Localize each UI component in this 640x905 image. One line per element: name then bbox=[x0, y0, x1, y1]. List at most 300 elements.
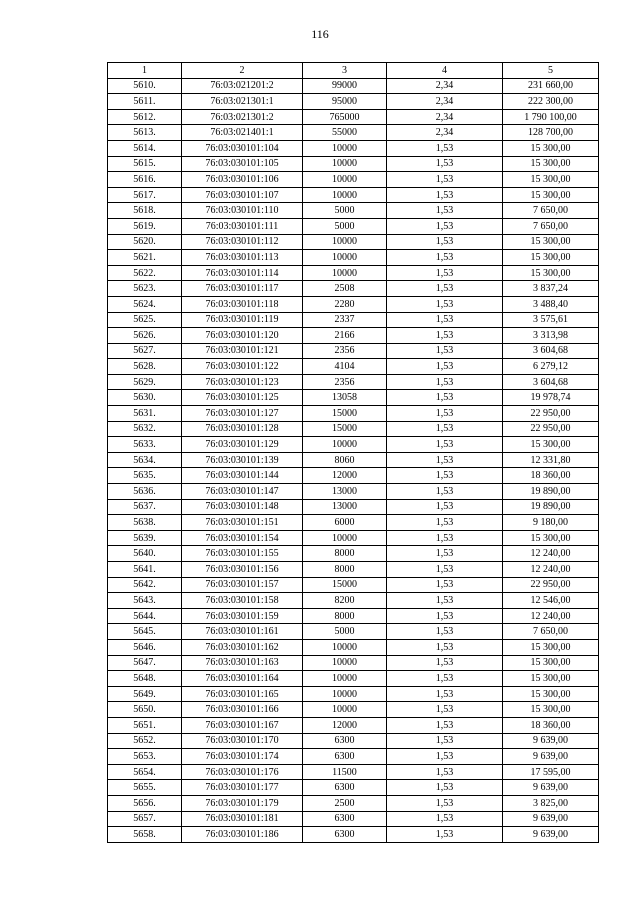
column-header-4: 4 bbox=[387, 63, 503, 79]
value-cell: 19 978,74 bbox=[503, 390, 599, 406]
area-cell: 10000 bbox=[303, 140, 387, 156]
area-cell: 10000 bbox=[303, 250, 387, 266]
rate-cell: 1,53 bbox=[387, 655, 503, 671]
row-index-cell: 5644. bbox=[108, 608, 182, 624]
value-cell: 15 300,00 bbox=[503, 250, 599, 266]
cadastral-number-cell: 76:03:030101:105 bbox=[182, 156, 303, 172]
row-index-cell: 5620. bbox=[108, 234, 182, 250]
rate-cell: 1,53 bbox=[387, 686, 503, 702]
rate-cell: 1,53 bbox=[387, 499, 503, 515]
rate-cell: 1,53 bbox=[387, 749, 503, 765]
row-index-cell: 5643. bbox=[108, 593, 182, 609]
rate-cell: 1,53 bbox=[387, 577, 503, 593]
value-cell: 15 300,00 bbox=[503, 437, 599, 453]
table-row bbox=[108, 125, 599, 141]
table-row bbox=[108, 281, 599, 297]
column-header-1: 1 bbox=[108, 63, 182, 79]
area-cell: 5000 bbox=[303, 624, 387, 640]
rate-cell: 2,34 bbox=[387, 125, 503, 141]
cadastral-number-cell: 76:03:030101:147 bbox=[182, 484, 303, 500]
row-index-cell: 5655. bbox=[108, 780, 182, 796]
rate-cell: 1,53 bbox=[387, 562, 503, 578]
rate-cell: 1,53 bbox=[387, 203, 503, 219]
rate-cell: 1,53 bbox=[387, 593, 503, 609]
area-cell: 10000 bbox=[303, 686, 387, 702]
value-cell: 3 313,98 bbox=[503, 328, 599, 344]
rate-cell: 1,53 bbox=[387, 374, 503, 390]
area-cell: 2356 bbox=[303, 374, 387, 390]
cadastral-table bbox=[107, 62, 599, 843]
value-cell: 9 639,00 bbox=[503, 749, 599, 765]
rate-cell: 1,53 bbox=[387, 639, 503, 655]
cadastral-number-cell: 76:03:030101:177 bbox=[182, 780, 303, 796]
value-cell: 3 488,40 bbox=[503, 296, 599, 312]
area-cell: 99000 bbox=[303, 78, 387, 94]
cadastral-number-cell: 76:03:030101:106 bbox=[182, 172, 303, 188]
row-index-cell: 5623. bbox=[108, 281, 182, 297]
cadastral-number-cell: 76:03:021301:1 bbox=[182, 94, 303, 110]
row-index-cell: 5611. bbox=[108, 94, 182, 110]
rate-cell: 1,53 bbox=[387, 218, 503, 234]
value-cell: 15 300,00 bbox=[503, 530, 599, 546]
rate-cell: 1,53 bbox=[387, 468, 503, 484]
row-index-cell: 5649. bbox=[108, 686, 182, 702]
rate-cell: 1,53 bbox=[387, 811, 503, 827]
area-cell: 10000 bbox=[303, 655, 387, 671]
value-cell: 12 240,00 bbox=[503, 546, 599, 562]
value-cell: 222 300,00 bbox=[503, 94, 599, 110]
rate-cell: 2,34 bbox=[387, 94, 503, 110]
cadastral-number-cell: 76:03:030101:167 bbox=[182, 717, 303, 733]
row-index-cell: 5652. bbox=[108, 733, 182, 749]
area-cell: 2280 bbox=[303, 296, 387, 312]
value-cell: 9 639,00 bbox=[503, 733, 599, 749]
table-row bbox=[108, 452, 599, 468]
cadastral-number-cell: 76:03:030101:158 bbox=[182, 593, 303, 609]
cadastral-number-cell: 76:03:030101:164 bbox=[182, 671, 303, 687]
area-cell: 8000 bbox=[303, 546, 387, 562]
rate-cell: 1,53 bbox=[387, 187, 503, 203]
row-index-cell: 5638. bbox=[108, 515, 182, 531]
row-index-cell: 5613. bbox=[108, 125, 182, 141]
row-index-cell: 5636. bbox=[108, 484, 182, 500]
area-cell: 6000 bbox=[303, 515, 387, 531]
row-index-cell: 5656. bbox=[108, 795, 182, 811]
table-row bbox=[108, 515, 599, 531]
table-row bbox=[108, 265, 599, 281]
table-row bbox=[108, 437, 599, 453]
area-cell: 5000 bbox=[303, 203, 387, 219]
value-cell: 3 604,68 bbox=[503, 374, 599, 390]
rate-cell: 1,53 bbox=[387, 234, 503, 250]
area-cell: 12000 bbox=[303, 717, 387, 733]
rate-cell: 1,53 bbox=[387, 671, 503, 687]
area-cell: 10000 bbox=[303, 172, 387, 188]
cadastral-number-cell: 76:03:030101:166 bbox=[182, 702, 303, 718]
row-index-cell: 5646. bbox=[108, 639, 182, 655]
table-row bbox=[108, 172, 599, 188]
table-row bbox=[108, 639, 599, 655]
cadastral-number-cell: 76:03:030101:113 bbox=[182, 250, 303, 266]
area-cell: 765000 bbox=[303, 109, 387, 125]
rate-cell: 1,53 bbox=[387, 328, 503, 344]
value-cell: 6 279,12 bbox=[503, 359, 599, 375]
row-index-cell: 5624. bbox=[108, 296, 182, 312]
table-row bbox=[108, 234, 599, 250]
area-cell: 13058 bbox=[303, 390, 387, 406]
rate-cell: 1,53 bbox=[387, 717, 503, 733]
area-cell: 6300 bbox=[303, 780, 387, 796]
value-cell: 19 890,00 bbox=[503, 484, 599, 500]
table-row bbox=[108, 764, 599, 780]
rate-cell: 1,53 bbox=[387, 156, 503, 172]
table-row bbox=[108, 546, 599, 562]
row-index-cell: 5626. bbox=[108, 328, 182, 344]
cadastral-number-cell: 76:03:030101:114 bbox=[182, 265, 303, 281]
value-cell: 9 639,00 bbox=[503, 811, 599, 827]
value-cell: 15 300,00 bbox=[503, 265, 599, 281]
header-row bbox=[108, 63, 599, 79]
rate-cell: 1,53 bbox=[387, 390, 503, 406]
row-index-cell: 5634. bbox=[108, 452, 182, 468]
area-cell: 2508 bbox=[303, 281, 387, 297]
value-cell: 18 360,00 bbox=[503, 717, 599, 733]
row-index-cell: 5619. bbox=[108, 218, 182, 234]
area-cell: 8000 bbox=[303, 562, 387, 578]
table-row bbox=[108, 593, 599, 609]
area-cell: 2166 bbox=[303, 328, 387, 344]
row-index-cell: 5628. bbox=[108, 359, 182, 375]
value-cell: 9 639,00 bbox=[503, 780, 599, 796]
rate-cell: 1,53 bbox=[387, 780, 503, 796]
cadastral-number-cell: 76:03:030101:118 bbox=[182, 296, 303, 312]
cadastral-number-cell: 76:03:021201:2 bbox=[182, 78, 303, 94]
rate-cell: 1,53 bbox=[387, 343, 503, 359]
value-cell: 12 331,80 bbox=[503, 452, 599, 468]
row-index-cell: 5618. bbox=[108, 203, 182, 219]
value-cell: 22 950,00 bbox=[503, 577, 599, 593]
rate-cell: 1,53 bbox=[387, 172, 503, 188]
table-row bbox=[108, 406, 599, 422]
row-index-cell: 5610. bbox=[108, 78, 182, 94]
table-row bbox=[108, 608, 599, 624]
table-row bbox=[108, 717, 599, 733]
area-cell: 13000 bbox=[303, 484, 387, 500]
area-cell: 8060 bbox=[303, 452, 387, 468]
rate-cell: 1,53 bbox=[387, 296, 503, 312]
table-row bbox=[108, 811, 599, 827]
column-header-2: 2 bbox=[182, 63, 303, 79]
area-cell: 10000 bbox=[303, 234, 387, 250]
table-row bbox=[108, 203, 599, 219]
area-cell: 2337 bbox=[303, 312, 387, 328]
row-index-cell: 5633. bbox=[108, 437, 182, 453]
rate-cell: 1,53 bbox=[387, 608, 503, 624]
cadastral-number-cell: 76:03:030101:161 bbox=[182, 624, 303, 640]
table-row bbox=[108, 78, 599, 94]
rate-cell: 1,53 bbox=[387, 452, 503, 468]
row-index-cell: 5635. bbox=[108, 468, 182, 484]
cadastral-number-cell: 76:03:030101:107 bbox=[182, 187, 303, 203]
cadastral-number-cell: 76:03:030101:121 bbox=[182, 343, 303, 359]
area-cell: 10000 bbox=[303, 437, 387, 453]
table-row bbox=[108, 109, 599, 125]
row-index-cell: 5653. bbox=[108, 749, 182, 765]
cadastral-number-cell: 76:03:030101:123 bbox=[182, 374, 303, 390]
value-cell: 22 950,00 bbox=[503, 406, 599, 422]
area-cell: 8200 bbox=[303, 593, 387, 609]
value-cell: 15 300,00 bbox=[503, 639, 599, 655]
table-row bbox=[108, 296, 599, 312]
table-row bbox=[108, 749, 599, 765]
table-row bbox=[108, 562, 599, 578]
value-cell: 12 240,00 bbox=[503, 608, 599, 624]
cadastral-number-cell: 76:03:030101:159 bbox=[182, 608, 303, 624]
cadastral-number-cell: 76:03:030101:157 bbox=[182, 577, 303, 593]
value-cell: 3 825,00 bbox=[503, 795, 599, 811]
area-cell: 10000 bbox=[303, 639, 387, 655]
table-row bbox=[108, 655, 599, 671]
rate-cell: 1,53 bbox=[387, 484, 503, 500]
rate-cell: 1,53 bbox=[387, 406, 503, 422]
cadastral-number-cell: 76:03:030101:156 bbox=[182, 562, 303, 578]
area-cell: 95000 bbox=[303, 94, 387, 110]
rate-cell: 1,53 bbox=[387, 140, 503, 156]
page-number: 116 bbox=[311, 27, 329, 41]
table-row bbox=[108, 390, 599, 406]
row-index-cell: 5621. bbox=[108, 250, 182, 266]
cadastral-number-cell: 76:03:030101:111 bbox=[182, 218, 303, 234]
area-cell: 10000 bbox=[303, 530, 387, 546]
row-index-cell: 5622. bbox=[108, 265, 182, 281]
cadastral-number-cell: 76:03:030101:174 bbox=[182, 749, 303, 765]
table-row bbox=[108, 686, 599, 702]
rate-cell: 1,53 bbox=[387, 437, 503, 453]
table-row bbox=[108, 484, 599, 500]
area-cell: 13000 bbox=[303, 499, 387, 515]
value-cell: 15 300,00 bbox=[503, 686, 599, 702]
value-cell: 18 360,00 bbox=[503, 468, 599, 484]
cadastral-number-cell: 76:03:030101:110 bbox=[182, 203, 303, 219]
area-cell: 10000 bbox=[303, 156, 387, 172]
table-row bbox=[108, 374, 599, 390]
cadastral-number-cell: 76:03:030101:117 bbox=[182, 281, 303, 297]
row-index-cell: 5657. bbox=[108, 811, 182, 827]
cadastral-number-cell: 76:03:030101:127 bbox=[182, 406, 303, 422]
area-cell: 15000 bbox=[303, 406, 387, 422]
value-cell: 7 650,00 bbox=[503, 218, 599, 234]
table-row bbox=[108, 499, 599, 515]
value-cell: 12 240,00 bbox=[503, 562, 599, 578]
table-row bbox=[108, 421, 599, 437]
value-cell: 22 950,00 bbox=[503, 421, 599, 437]
value-cell: 15 300,00 bbox=[503, 655, 599, 671]
rate-cell: 1,53 bbox=[387, 764, 503, 780]
table-header bbox=[108, 63, 599, 79]
area-cell: 2356 bbox=[303, 343, 387, 359]
cadastral-number-cell: 76:03:030101:155 bbox=[182, 546, 303, 562]
cadastral-number-cell: 76:03:030101:112 bbox=[182, 234, 303, 250]
cadastral-number-cell: 76:03:030101:151 bbox=[182, 515, 303, 531]
table-row bbox=[108, 218, 599, 234]
rate-cell: 1,53 bbox=[387, 827, 503, 843]
cadastral-number-cell: 76:03:030101:154 bbox=[182, 530, 303, 546]
value-cell: 3 604,68 bbox=[503, 343, 599, 359]
value-cell: 3 837,24 bbox=[503, 281, 599, 297]
cadastral-number-cell: 76:03:021301:2 bbox=[182, 109, 303, 125]
rate-cell: 1,53 bbox=[387, 312, 503, 328]
area-cell: 2500 bbox=[303, 795, 387, 811]
table-row bbox=[108, 359, 599, 375]
cadastral-number-cell: 76:03:030101:129 bbox=[182, 437, 303, 453]
value-cell: 19 890,00 bbox=[503, 499, 599, 515]
value-cell: 12 546,00 bbox=[503, 593, 599, 609]
area-cell: 6300 bbox=[303, 749, 387, 765]
value-cell: 15 300,00 bbox=[503, 187, 599, 203]
column-header-5: 5 bbox=[503, 63, 599, 79]
row-index-cell: 5630. bbox=[108, 390, 182, 406]
table-row bbox=[108, 94, 599, 110]
row-index-cell: 5631. bbox=[108, 406, 182, 422]
cadastral-number-cell: 76:03:030101:163 bbox=[182, 655, 303, 671]
value-cell: 9 639,00 bbox=[503, 827, 599, 843]
area-cell: 5000 bbox=[303, 218, 387, 234]
cadastral-number-cell: 76:03:021401:1 bbox=[182, 125, 303, 141]
table-row bbox=[108, 624, 599, 640]
cadastral-number-cell: 76:03:030101:120 bbox=[182, 328, 303, 344]
value-cell: 3 575,61 bbox=[503, 312, 599, 328]
cadastral-number-cell: 76:03:030101:122 bbox=[182, 359, 303, 375]
rate-cell: 1,53 bbox=[387, 421, 503, 437]
row-index-cell: 5627. bbox=[108, 343, 182, 359]
table-body bbox=[108, 78, 599, 842]
table-row bbox=[108, 780, 599, 796]
rate-cell: 2,34 bbox=[387, 78, 503, 94]
row-index-cell: 5642. bbox=[108, 577, 182, 593]
value-cell: 128 700,00 bbox=[503, 125, 599, 141]
table-row bbox=[108, 312, 599, 328]
value-cell: 7 650,00 bbox=[503, 624, 599, 640]
rate-cell: 1,53 bbox=[387, 359, 503, 375]
row-index-cell: 5625. bbox=[108, 312, 182, 328]
cadastral-number-cell: 76:03:030101:170 bbox=[182, 733, 303, 749]
row-index-cell: 5650. bbox=[108, 702, 182, 718]
cadastral-number-cell: 76:03:030101:148 bbox=[182, 499, 303, 515]
rate-cell: 2,34 bbox=[387, 109, 503, 125]
row-index-cell: 5637. bbox=[108, 499, 182, 515]
table-row bbox=[108, 156, 599, 172]
table-row bbox=[108, 187, 599, 203]
table-row bbox=[108, 795, 599, 811]
area-cell: 12000 bbox=[303, 468, 387, 484]
rate-cell: 1,53 bbox=[387, 281, 503, 297]
area-cell: 4104 bbox=[303, 359, 387, 375]
row-index-cell: 5641. bbox=[108, 562, 182, 578]
cadastral-number-cell: 76:03:030101:162 bbox=[182, 639, 303, 655]
cadastral-number-cell: 76:03:030101:104 bbox=[182, 140, 303, 156]
table-row bbox=[108, 343, 599, 359]
row-index-cell: 5632. bbox=[108, 421, 182, 437]
cadastral-number-cell: 76:03:030101:125 bbox=[182, 390, 303, 406]
rate-cell: 1,53 bbox=[387, 795, 503, 811]
table-row bbox=[108, 530, 599, 546]
value-cell: 9 180,00 bbox=[503, 515, 599, 531]
rate-cell: 1,53 bbox=[387, 733, 503, 749]
rate-cell: 1,53 bbox=[387, 530, 503, 546]
cadastral-number-cell: 76:03:030101:176 bbox=[182, 764, 303, 780]
row-index-cell: 5651. bbox=[108, 717, 182, 733]
value-cell: 231 660,00 bbox=[503, 78, 599, 94]
value-cell: 15 300,00 bbox=[503, 172, 599, 188]
row-index-cell: 5616. bbox=[108, 172, 182, 188]
column-header-3: 3 bbox=[303, 63, 387, 79]
value-cell: 15 300,00 bbox=[503, 140, 599, 156]
row-index-cell: 5615. bbox=[108, 156, 182, 172]
area-cell: 6300 bbox=[303, 827, 387, 843]
rate-cell: 1,53 bbox=[387, 546, 503, 562]
area-cell: 10000 bbox=[303, 702, 387, 718]
row-index-cell: 5639. bbox=[108, 530, 182, 546]
area-cell: 8000 bbox=[303, 608, 387, 624]
area-cell: 10000 bbox=[303, 187, 387, 203]
rate-cell: 1,53 bbox=[387, 250, 503, 266]
table-row bbox=[108, 140, 599, 156]
cadastral-number-cell: 76:03:030101:139 bbox=[182, 452, 303, 468]
value-cell: 17 595,00 bbox=[503, 764, 599, 780]
table-row bbox=[108, 671, 599, 687]
cadastral-number-cell: 76:03:030101:165 bbox=[182, 686, 303, 702]
table-row bbox=[108, 328, 599, 344]
rate-cell: 1,53 bbox=[387, 265, 503, 281]
row-index-cell: 5648. bbox=[108, 671, 182, 687]
cadastral-number-cell: 76:03:030101:181 bbox=[182, 811, 303, 827]
value-cell: 15 300,00 bbox=[503, 671, 599, 687]
value-cell: 15 300,00 bbox=[503, 156, 599, 172]
area-cell: 15000 bbox=[303, 577, 387, 593]
table-row bbox=[108, 250, 599, 266]
rate-cell: 1,53 bbox=[387, 702, 503, 718]
value-cell: 15 300,00 bbox=[503, 234, 599, 250]
row-index-cell: 5614. bbox=[108, 140, 182, 156]
table-row bbox=[108, 702, 599, 718]
cadastral-number-cell: 76:03:030101:144 bbox=[182, 468, 303, 484]
cadastral-number-cell: 76:03:030101:128 bbox=[182, 421, 303, 437]
area-cell: 6300 bbox=[303, 733, 387, 749]
row-index-cell: 5640. bbox=[108, 546, 182, 562]
cadastral-number-cell: 76:03:030101:186 bbox=[182, 827, 303, 843]
rate-cell: 1,53 bbox=[387, 624, 503, 640]
area-cell: 15000 bbox=[303, 421, 387, 437]
cadastral-number-cell: 76:03:030101:179 bbox=[182, 795, 303, 811]
row-index-cell: 5658. bbox=[108, 827, 182, 843]
row-index-cell: 5617. bbox=[108, 187, 182, 203]
rate-cell: 1,53 bbox=[387, 515, 503, 531]
cadastral-number-cell: 76:03:030101:119 bbox=[182, 312, 303, 328]
value-cell: 1 790 100,00 bbox=[503, 109, 599, 125]
row-index-cell: 5654. bbox=[108, 764, 182, 780]
area-cell: 10000 bbox=[303, 265, 387, 281]
table-row bbox=[108, 733, 599, 749]
row-index-cell: 5647. bbox=[108, 655, 182, 671]
table-row bbox=[108, 827, 599, 843]
value-cell: 7 650,00 bbox=[503, 203, 599, 219]
table-row bbox=[108, 577, 599, 593]
area-cell: 10000 bbox=[303, 671, 387, 687]
table-row bbox=[108, 468, 599, 484]
row-index-cell: 5645. bbox=[108, 624, 182, 640]
row-index-cell: 5612. bbox=[108, 109, 182, 125]
row-index-cell: 5629. bbox=[108, 374, 182, 390]
